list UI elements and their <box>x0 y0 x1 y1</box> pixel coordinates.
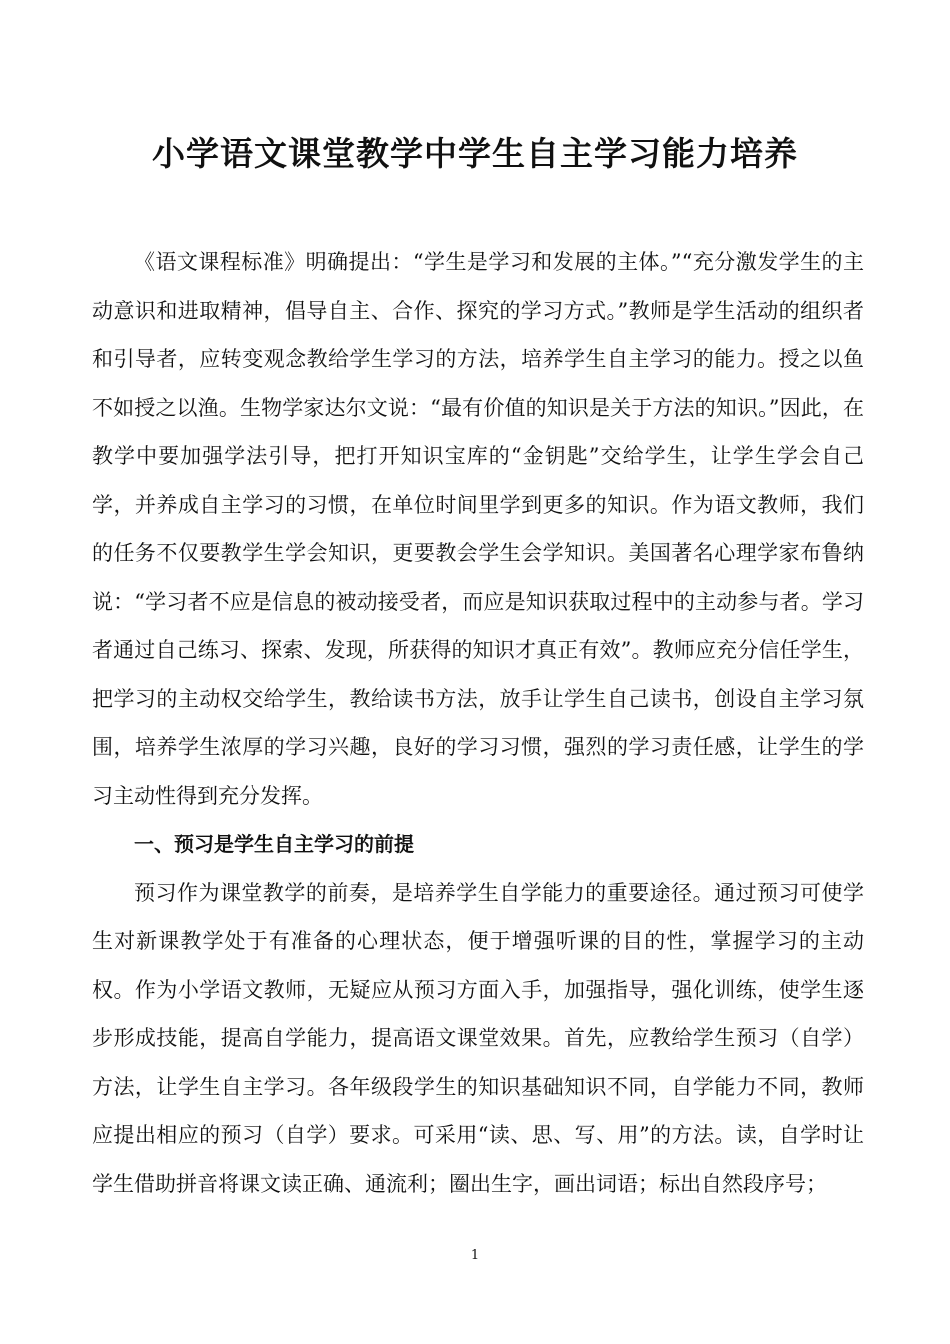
document-title: 小学语文课堂教学中学生自主学习能力培养 <box>152 134 798 173</box>
document-body <box>92 238 864 1208</box>
section-paragraph: 预习作为课堂教学的前奏，是培养学生自学能力的重要途径。通过预习可使学生对新课教学处于有准备的心理状态，便于增强听课的目的性，掌握学习的主动权。作为小学语文教师，无疑应从预习方面入手，加强指导，强化训练，使学生逐步形成技能，提高自学能力，提高语文课堂效果。首先，应教给学生预习（自学）方法，让学生自主学习。各年级段学生的知识基础知识不同，自学能力不同，教师应提出相应的预习（自学）要求。可采用“读、思、写、用”的方法。读，自学时让学生借助拼音将课文读正确、通流利；圈出生字，画出词语；标出自然段序号； <box>92 880 864 1196</box>
intro-paragraph: 《语文课程标准》明确提出：“学生是学习和发展的主体。”“充分激发学生的主动意识和进取精神，倡导自主、合作、探究的学习方式。”教师是学生活动的组织者和引导者，应转变观念教给学生学习的方法，培养学生自主学习的能力。授之以鱼不如授之以渔。生物学家达尔文说：“最有价值的知识是关于方法的知识。”因此，在教学中要加强学法引导，把打开知识宝库的“金钥匙”交给学生，让学生学会自己学，并养成自主学习的习惯，在单位时间里学到更多的知识。作为语文教师，我们的任务不仅要教学生学会知识，更要教会学生会学知识。美国著名心理学家布鲁纳说：“学习者不应是信息的被动接受者，而应是知识获取过程中的主动参与者。学习者通过自己练习、探索、发现，所获得的知识才真正有效”。教师应充分信任学生，把学习的主动权交给学生，教给读书方法，放手让学生自己读书，创设自主学习氛围，培养学生浓厚的学习兴趣，良好的学习习惯，强烈的学习责任感，让学生的学习主动性得到充分发挥。 <box>92 250 864 808</box>
section-heading: 一、预习是学生自主学习的前提 <box>134 832 414 856</box>
page-number: 1 <box>470 1248 480 1263</box>
